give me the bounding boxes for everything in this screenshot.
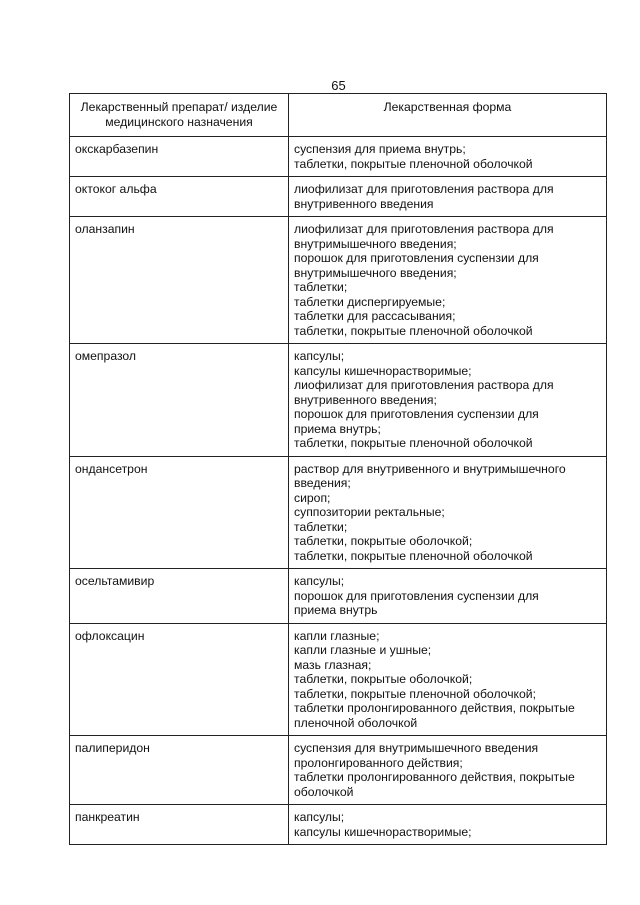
dosage-form-line: капсулы кишечнорастворимые; bbox=[294, 363, 472, 378]
header-drug-line: изделие медицинского назначения bbox=[105, 100, 278, 129]
dosage-form-line: таблетки, покрытые оболочкой; bbox=[294, 534, 473, 548]
dosage-form-line: суспензия для внутримышечного введения bbox=[294, 741, 539, 755]
dosage-form-line: суппозитории ректальные; bbox=[294, 505, 445, 519]
dosage-form-line: внутривенного введения bbox=[294, 196, 434, 211]
dosage-form-line: оболочкой bbox=[294, 784, 354, 799]
dosage-form-line: лиофилизат для приготовления раствора для bbox=[294, 182, 554, 196]
drug-name: осельтамивир bbox=[75, 574, 155, 588]
dosage-form-line: таблетки пролонгированного действия, покрытые bbox=[294, 770, 575, 784]
dosage-form-line: капли глазные и ушные; bbox=[294, 643, 432, 657]
page-number: 65 bbox=[331, 78, 346, 93]
dosage-form-line: таблетки, покрытые пленочной оболочкой bbox=[294, 156, 533, 171]
drug-name: омепразол bbox=[75, 349, 137, 363]
table-row bbox=[70, 569, 607, 624]
dosage-form-line: капли глазные; bbox=[294, 628, 380, 643]
dosage-form-line: капсулы; bbox=[294, 810, 345, 824]
dosage-form-line: введения; bbox=[294, 476, 351, 490]
drug-name: палиперидон bbox=[75, 741, 150, 755]
dosage-form-line: суспензия для приема внутрь; bbox=[294, 142, 466, 156]
dosage-form-line: капсулы; bbox=[294, 349, 345, 363]
dosage-form-line: раствор для внутривенного и внутримышечного bbox=[294, 461, 566, 476]
table-row bbox=[70, 344, 607, 457]
table-row bbox=[70, 456, 607, 569]
dosage-form-cell bbox=[289, 137, 607, 177]
drug-name-cell bbox=[70, 623, 289, 736]
dosage-form-line: внутримышечного введения; bbox=[294, 236, 457, 251]
table-row bbox=[70, 805, 607, 845]
table-row bbox=[70, 736, 607, 805]
drug-name: панкреатин bbox=[75, 810, 140, 824]
dosage-form-cell bbox=[289, 736, 607, 805]
dosage-form-line: таблетки диспергируемые; bbox=[294, 294, 446, 309]
dosage-form-line: таблетки пролонгированного действия, покрытые bbox=[294, 701, 575, 715]
dosage-form-line: лиофилизат для приготовления раствора для bbox=[294, 378, 554, 392]
table-row bbox=[70, 217, 607, 344]
dosage-form-line: пролонгированного действия; bbox=[294, 755, 463, 770]
dosage-form-line: таблетки; bbox=[294, 519, 348, 534]
dosage-form-line: таблетки для рассасывания; bbox=[294, 309, 456, 323]
dosage-form-line: капсулы; bbox=[294, 574, 345, 588]
dosage-form-line: лиофилизат для приготовления раствора для bbox=[294, 222, 554, 236]
drug-table bbox=[69, 93, 607, 845]
dosage-form-line: сироп; bbox=[294, 490, 331, 505]
dosage-form-cell bbox=[289, 177, 607, 217]
dosage-form-cell bbox=[289, 344, 607, 457]
drug-name: оланзапин bbox=[75, 222, 135, 236]
table-row bbox=[70, 137, 607, 177]
drug-name-cell bbox=[70, 217, 289, 344]
dosage-form-line: таблетки, покрытые оболочкой; bbox=[294, 672, 473, 686]
header-drug bbox=[70, 94, 289, 137]
dosage-form-line: пленочной оболочкой bbox=[294, 715, 418, 730]
table-body bbox=[70, 137, 607, 845]
dosage-form-line: приема внутрь; bbox=[294, 421, 381, 436]
dosage-form-line: порошок для приготовления суспензии для bbox=[294, 251, 539, 265]
dosage-form-cell bbox=[289, 623, 607, 736]
drug-name-cell bbox=[70, 456, 289, 569]
header-drug-line: Лекарственный препарат/ bbox=[80, 100, 228, 114]
dosage-form-line: приема внутрь bbox=[294, 603, 378, 617]
dosage-form-line: капсулы кишечнорастворимые; bbox=[294, 824, 472, 839]
dosage-form-line: внутримышечного введения; bbox=[294, 265, 457, 280]
dosage-form-line: порошок для приготовления суспензии для bbox=[294, 588, 539, 603]
table-row bbox=[70, 623, 607, 736]
dosage-form-cell bbox=[289, 456, 607, 569]
drug-name-cell bbox=[70, 736, 289, 805]
header-form bbox=[289, 94, 607, 137]
table-row bbox=[70, 177, 607, 217]
drug-name: ондансетрон bbox=[75, 461, 148, 476]
dosage-form-line: таблетки; bbox=[294, 280, 348, 294]
drug-name-cell bbox=[70, 344, 289, 457]
header-form-line: Лекарственная форма bbox=[383, 100, 512, 114]
dosage-form-line: таблетки, покрытые пленочной оболочкой bbox=[294, 323, 533, 338]
dosage-form-line: таблетки, покрытые пленочной оболочкой bbox=[294, 436, 533, 450]
drug-name: октоког альфа bbox=[75, 182, 157, 196]
drug-name: окскарбазепин bbox=[75, 142, 159, 156]
dosage-form-line: порошок для приготовления суспензии для bbox=[294, 407, 539, 421]
dosage-form-cell bbox=[289, 805, 607, 845]
drug-name-cell bbox=[70, 805, 289, 845]
drug-name-cell bbox=[70, 137, 289, 177]
dosage-form-line: таблетки, покрытые пленочной оболочкой; bbox=[294, 686, 536, 701]
drug-name: офлоксацин bbox=[75, 628, 145, 643]
dosage-form-line: внутривенного введения; bbox=[294, 392, 437, 407]
dosage-form-cell bbox=[289, 569, 607, 624]
dosage-form-line: таблетки, покрытые пленочной оболочкой bbox=[294, 548, 533, 563]
table-header-row bbox=[70, 94, 607, 137]
drug-name-cell bbox=[70, 569, 289, 624]
drug-name-cell bbox=[70, 177, 289, 217]
dosage-form-cell bbox=[289, 217, 607, 344]
dosage-form-line: мазь глазная; bbox=[294, 657, 372, 672]
